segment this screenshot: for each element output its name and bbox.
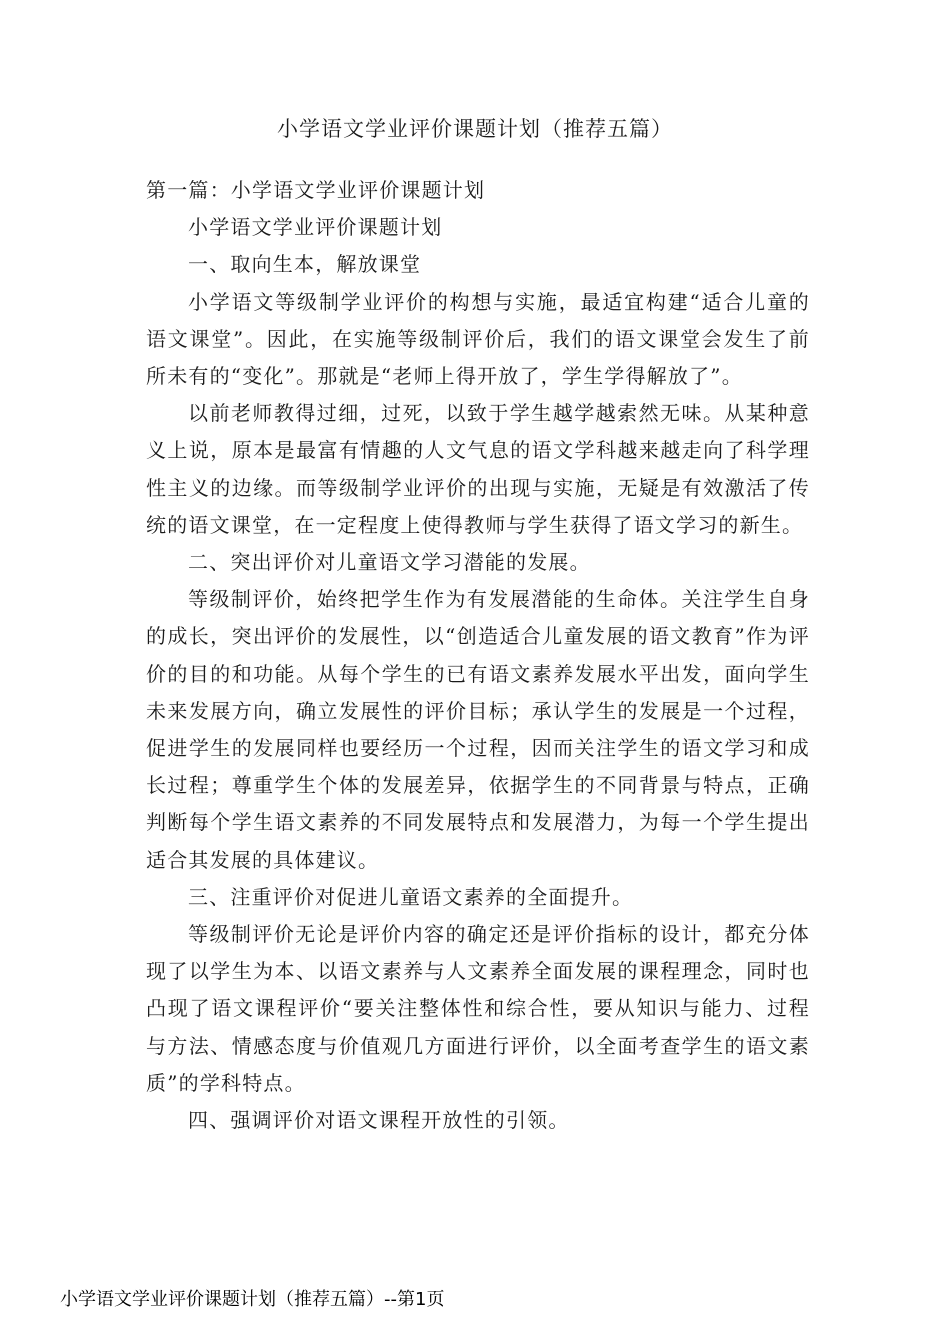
document-body — [146, 172, 810, 1139]
paragraph: 第一篇：小学语文学业评价课题计划 — [146, 178, 486, 202]
paragraph: 以前老师教得过细，过死，以致于学生越学越索然无味。从某种意义上说，原本是最富有情趣的人文气息的语文学科越来越走向了科学理性主义的边缘。而等级制学业评价的出现与实施，无疑是有效激活了传统的语文课堂，在一定程度上使得教师与学生获得了语文学习的新生。 — [146, 401, 810, 537]
paragraph: 小学语文等级制学业评价的构想与实施，最适宜构建“适合儿童的语文课堂”。因此，在实施等级制评价后，我们的语文课堂会发生了前所未有的“变化”。那就是“老师上得开放了，学生学得解放了”。 — [146, 289, 810, 389]
paragraph: 等级制评价，始终把学生作为有发展潜能的生命体。关注学生自身的成长，突出评价的发展性，以“创造适合儿童发展的语文教育”作为评价的目的和功能。从每个学生的已有语文素养发展水平出发，面向学生未来发展方向，确立发展性的评价目标；承认学生的发展是一个过程，促进学生的发展同样也要经历一个过程，因而关注学生的语文学习和成长过程；尊重学生个体的发展差异，依据学生的不同背景与特点，正确判断每个学生语文素养的不同发展特点和发展潜力，为每一个学生提出适合其发展的具体建议。 — [146, 587, 810, 872]
document-title: 小学语文学业评价课题计划（推荐五篇） — [277, 117, 673, 141]
page-footer: 小学语文学业评价课题计划（推荐五篇）--第1页 — [60, 1289, 445, 1310]
paragraph: 三、注重评价对促进儿童语文素养的全面提升。 — [188, 884, 634, 909]
paragraph: 二、突出评价对儿童语文学习潜能的发展。 — [188, 550, 591, 575]
paragraph: 等级制评价无论是评价内容的确定还是评价指标的设计，都充分体现了以学生为本、以语文素养与人文素养全面发展的课程理念，同时也凸现了语文课程评价“要关注整体性和综合性，要从知识与能力、过程与方法、情感态度与价值观几方面进行评价，以全面考查学生的语文素质”的学科特点。 — [146, 922, 810, 1095]
paragraph: 小学语文学业评价课题计划 — [188, 215, 443, 240]
paragraph: 四、强调评价对语文课程开放性的引领。 — [188, 1108, 570, 1133]
paragraph: 一、取向生本，解放课堂 — [188, 252, 422, 277]
